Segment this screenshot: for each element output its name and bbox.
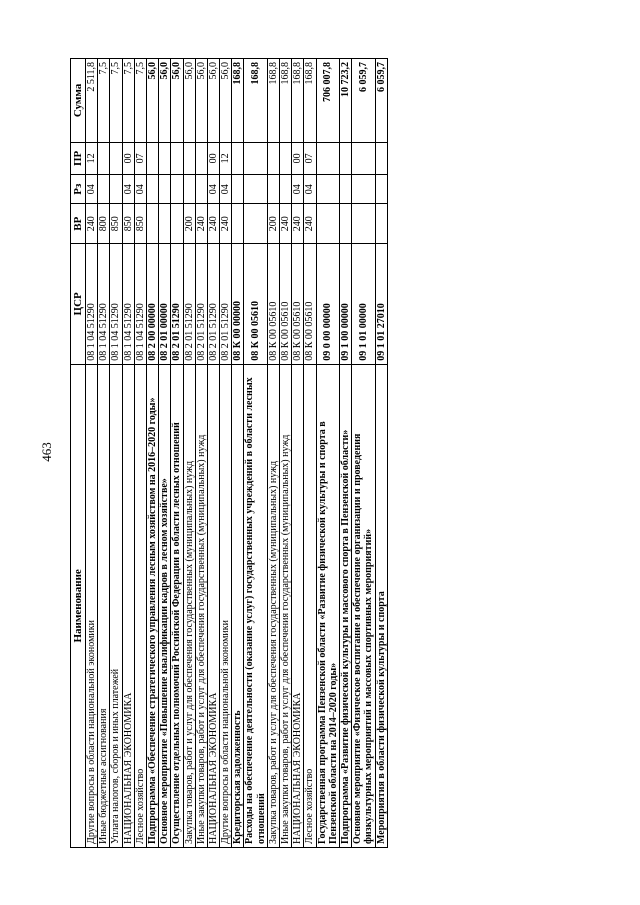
cell-csr: 08 1 04 51290 bbox=[98, 243, 110, 364]
table-row bbox=[232, 59, 244, 848]
cell-name: Закупка товаров, работ и услуг для обеспечения государственных (муниципальных) нужд bbox=[267, 364, 279, 847]
cell-rz bbox=[280, 174, 292, 204]
cell-sum: 7,5 bbox=[134, 59, 146, 143]
cell-pr bbox=[146, 142, 158, 174]
cell-csr: 08 К 00 05610 bbox=[267, 243, 279, 364]
cell-rz bbox=[195, 174, 207, 204]
cell-name: Государственная программа Пензенской области «Развитие физической культуры и спорта в Пензенской области на 2014–2020 годы» bbox=[316, 364, 339, 847]
cell-pr bbox=[171, 142, 183, 174]
cell-csr: 08 2 01 51290 bbox=[207, 243, 219, 364]
table-row bbox=[207, 59, 219, 848]
cell-vr bbox=[159, 204, 171, 243]
cell-rz bbox=[339, 174, 351, 204]
cell-rz bbox=[352, 174, 375, 204]
cell-pr: 12 bbox=[86, 142, 98, 174]
cell-pr bbox=[195, 142, 207, 174]
budget-table bbox=[70, 58, 388, 848]
cell-vr bbox=[352, 204, 375, 243]
cell-vr bbox=[244, 204, 267, 243]
cell-rz: 04 bbox=[122, 174, 134, 204]
cell-sum: 10 723,2 bbox=[339, 59, 351, 143]
cell-name: Основное мероприятие «Повышение квалификации кадров в лесном хозяйстве» bbox=[159, 364, 171, 847]
cell-vr: 240 bbox=[280, 204, 292, 243]
cell-csr: 09 1 01 00000 bbox=[352, 243, 375, 364]
cell-csr: 08 2 01 51290 bbox=[195, 243, 207, 364]
cell-sum: 706 007,8 bbox=[316, 59, 339, 143]
cell-csr: 09 1 00 00000 bbox=[339, 243, 351, 364]
cell-vr bbox=[171, 204, 183, 243]
header-sum: Сумма bbox=[71, 59, 86, 143]
cell-rz bbox=[183, 174, 195, 204]
cell-pr: 07 bbox=[134, 142, 146, 174]
table-row bbox=[86, 59, 98, 848]
cell-csr: 08 К 00 00000 bbox=[232, 243, 244, 364]
cell-rz bbox=[110, 174, 122, 204]
cell-sum: 2 511,8 bbox=[86, 59, 98, 143]
header-pr: ПР bbox=[71, 142, 86, 174]
cell-name: Лесное хозяйство bbox=[304, 364, 316, 847]
table-row bbox=[195, 59, 207, 848]
cell-sum: 168,8 bbox=[267, 59, 279, 143]
cell-pr bbox=[244, 142, 267, 174]
cell-name: Иные закупки товаров, работ и услуг для обеспечения государственных (муниципальных) нужд bbox=[280, 364, 292, 847]
cell-vr bbox=[316, 204, 339, 243]
table-body bbox=[86, 59, 388, 848]
cell-rz: 04 bbox=[134, 174, 146, 204]
cell-name: НАЦИОНАЛЬНАЯ ЭКОНОМИКА bbox=[292, 364, 304, 847]
table-row bbox=[339, 59, 351, 848]
cell-vr bbox=[146, 204, 158, 243]
cell-vr: 240 bbox=[292, 204, 304, 243]
table-row bbox=[280, 59, 292, 848]
cell-name: Кредиторская задолженность bbox=[232, 364, 244, 847]
cell-name: Основное мероприятие «Физическое воспитание и обеспечение организации и проведения физкультурных мероприятий и массовых спортивных мероприятий» bbox=[352, 364, 375, 847]
cell-csr: 09 1 01 27010 bbox=[375, 243, 387, 364]
cell-sum: 56,0 bbox=[146, 59, 158, 143]
cell-pr bbox=[280, 142, 292, 174]
cell-pr bbox=[316, 142, 339, 174]
cell-pr: 07 bbox=[304, 142, 316, 174]
table-row bbox=[134, 59, 146, 848]
cell-rz bbox=[171, 174, 183, 204]
cell-pr bbox=[98, 142, 110, 174]
cell-name: Закупка товаров, работ и услуг для обеспечения государственных (муниципальных) нужд bbox=[183, 364, 195, 847]
cell-vr: 240 bbox=[86, 204, 98, 243]
cell-name: Осуществление отдельных полномочий Российской Федерации в области лесных отношений bbox=[171, 364, 183, 847]
cell-pr bbox=[110, 142, 122, 174]
cell-sum: 6 059,7 bbox=[375, 59, 387, 143]
cell-name: Подпрограмма «Обеспечение стратегического управления лесным хозяйством на 2016–2020 годы» bbox=[146, 364, 158, 847]
cell-csr: 08 1 04 51290 bbox=[110, 243, 122, 364]
cell-sum: 168,8 bbox=[292, 59, 304, 143]
cell-vr: 850 bbox=[122, 204, 134, 243]
cell-pr bbox=[339, 142, 351, 174]
header-csr: ЦСР bbox=[71, 243, 86, 364]
cell-sum: 56,0 bbox=[171, 59, 183, 143]
cell-csr: 08 К 00 05610 bbox=[280, 243, 292, 364]
cell-csr: 08 1 04 51290 bbox=[122, 243, 134, 364]
table-row bbox=[352, 59, 375, 848]
page-number: 463 bbox=[39, 442, 54, 462]
table-row bbox=[375, 59, 387, 848]
cell-sum: 6 059,7 bbox=[352, 59, 375, 143]
cell-vr bbox=[375, 204, 387, 243]
cell-sum: 168,8 bbox=[244, 59, 267, 143]
cell-rz: 04 bbox=[304, 174, 316, 204]
cell-vr: 850 bbox=[110, 204, 122, 243]
cell-csr: 09 0 00 00000 bbox=[316, 243, 339, 364]
table-row bbox=[267, 59, 279, 848]
cell-sum: 168,8 bbox=[232, 59, 244, 143]
cell-csr: 08 2 01 51290 bbox=[171, 243, 183, 364]
cell-name: Уплата налогов, сборов и иных платежей bbox=[110, 364, 122, 847]
cell-rz bbox=[267, 174, 279, 204]
cell-vr: 200 bbox=[267, 204, 279, 243]
cell-vr bbox=[339, 204, 351, 243]
cell-pr bbox=[183, 142, 195, 174]
cell-rz bbox=[159, 174, 171, 204]
cell-rz bbox=[98, 174, 110, 204]
header-name: Наименование bbox=[71, 364, 86, 847]
cell-rz bbox=[146, 174, 158, 204]
budget-table-rotator bbox=[70, 58, 590, 848]
cell-sum: 56,0 bbox=[220, 59, 232, 143]
cell-sum: 56,0 bbox=[159, 59, 171, 143]
cell-pr bbox=[159, 142, 171, 174]
cell-vr: 240 bbox=[207, 204, 219, 243]
cell-sum: 7,5 bbox=[110, 59, 122, 143]
cell-rz: 04 bbox=[220, 174, 232, 204]
cell-pr: 00 bbox=[292, 142, 304, 174]
cell-rz bbox=[232, 174, 244, 204]
cell-name: НАЦИОНАЛЬНАЯ ЭКОНОМИКА bbox=[122, 364, 134, 847]
cell-name: НАЦИОНАЛЬНАЯ ЭКОНОМИКА bbox=[207, 364, 219, 847]
table-row bbox=[316, 59, 339, 848]
cell-vr: 800 bbox=[98, 204, 110, 243]
cell-rz: 04 bbox=[86, 174, 98, 204]
cell-pr: 00 bbox=[122, 142, 134, 174]
cell-csr: 08 1 04 51290 bbox=[134, 243, 146, 364]
cell-rz: 04 bbox=[292, 174, 304, 204]
cell-sum: 7,5 bbox=[98, 59, 110, 143]
cell-sum: 168,8 bbox=[304, 59, 316, 143]
cell-name: Другие вопросы в области национальной экономики bbox=[86, 364, 98, 847]
table-row bbox=[146, 59, 158, 848]
table-row bbox=[304, 59, 316, 848]
table-row bbox=[110, 59, 122, 848]
cell-rz bbox=[316, 174, 339, 204]
cell-vr: 240 bbox=[220, 204, 232, 243]
cell-rz: 04 bbox=[207, 174, 219, 204]
table-row bbox=[292, 59, 304, 848]
cell-sum: 56,0 bbox=[183, 59, 195, 143]
table-row bbox=[244, 59, 267, 848]
cell-vr: 200 bbox=[183, 204, 195, 243]
cell-pr bbox=[375, 142, 387, 174]
budget-table-frame bbox=[70, 58, 590, 848]
table-row bbox=[171, 59, 183, 848]
table-row bbox=[98, 59, 110, 848]
cell-pr bbox=[232, 142, 244, 174]
cell-csr: 08 К 00 05610 bbox=[244, 243, 267, 364]
table-row bbox=[183, 59, 195, 848]
header-vr: ВР bbox=[71, 204, 86, 243]
cell-name: Расходы на обеспечение деятельности (оказание услуг) государственных учреждений в области лесных отношений bbox=[244, 364, 267, 847]
cell-pr bbox=[352, 142, 375, 174]
cell-rz bbox=[244, 174, 267, 204]
cell-name: Мероприятия в области физической культуры и спорта bbox=[375, 364, 387, 847]
cell-rz bbox=[375, 174, 387, 204]
cell-csr: 08 1 04 51290 bbox=[86, 243, 98, 364]
cell-sum: 56,0 bbox=[195, 59, 207, 143]
cell-csr: 08 2 01 51290 bbox=[220, 243, 232, 364]
cell-pr: 12 bbox=[220, 142, 232, 174]
table-row bbox=[159, 59, 171, 848]
table-header-row bbox=[71, 59, 86, 848]
cell-pr bbox=[267, 142, 279, 174]
cell-vr: 240 bbox=[304, 204, 316, 243]
cell-csr: 08 К 00 05610 bbox=[292, 243, 304, 364]
cell-name: Подпрограмма «Развитие физической культуры и массового спорта в Пензенской области» bbox=[339, 364, 351, 847]
cell-pr: 00 bbox=[207, 142, 219, 174]
cell-csr: 08 2 00 00000 bbox=[146, 243, 158, 364]
cell-sum: 7,5 bbox=[122, 59, 134, 143]
cell-sum: 168,8 bbox=[280, 59, 292, 143]
header-rz: Рз bbox=[71, 174, 86, 204]
table-row bbox=[122, 59, 134, 848]
cell-name: Другие вопросы в области национальной экономики bbox=[220, 364, 232, 847]
table-row bbox=[220, 59, 232, 848]
cell-vr bbox=[232, 204, 244, 243]
cell-csr: 08 2 01 00000 bbox=[159, 243, 171, 364]
cell-csr: 08 2 01 51290 bbox=[183, 243, 195, 364]
cell-name: Иные закупки товаров, работ и услуг для обеспечения государственных (муниципальных) нужд bbox=[195, 364, 207, 847]
cell-csr: 08 К 00 05610 bbox=[304, 243, 316, 364]
cell-vr: 240 bbox=[195, 204, 207, 243]
cell-name: Иные бюджетные ассигнования bbox=[98, 364, 110, 847]
cell-sum: 56,0 bbox=[207, 59, 219, 143]
cell-vr: 850 bbox=[134, 204, 146, 243]
cell-name: Лесное хозяйство bbox=[134, 364, 146, 847]
